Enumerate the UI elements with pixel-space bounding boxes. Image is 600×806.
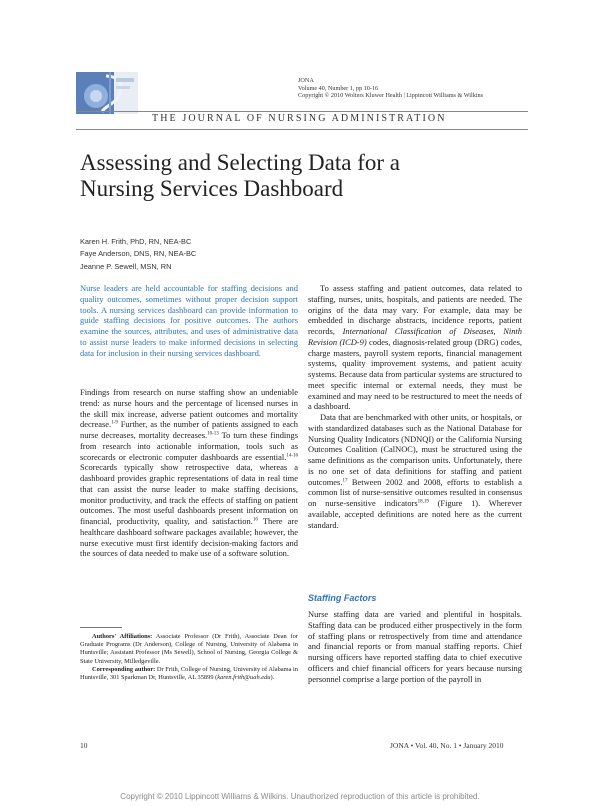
publication-meta <box>298 77 483 100</box>
journal-title: THE JOURNAL OF NURSING ADMINISTRATION <box>152 113 447 124</box>
sources-text-a: To assess staffing and patient outcomes, data related to staffing, nurses, units, hospitals, and patients are needed. The origins of the data may vary. For example, data may be embedded in discharge abstracts, incidence reports, patient records, <box>308 283 522 336</box>
author-list <box>80 236 196 273</box>
copyright-notice: Copyright © 2010 Lippincott Williams & Wilkins. Unauthorized reproduction of this article is prohibited. <box>120 792 480 801</box>
footnotes <box>80 633 298 682</box>
page-number: 10 <box>80 741 88 750</box>
citation-sup: 18,19 <box>417 499 429 505</box>
author-email: karen.frith@uah.edu <box>217 674 271 682</box>
affiliations-text: Associate Professor (Dr Frith), Associate Dean for Graduate Programs (Dr Anderson), College of Nursing, University of Alabama in Huntsville; Assistant Professor (Ms Sewell), School of Nursing, Georgia College & State University, Milledgeville. <box>80 633 298 665</box>
affiliations-footnote <box>80 633 298 666</box>
right-column-body <box>308 283 522 530</box>
staffing-paragraph: Nurse staffing data are varied and plentiful in hospitals. Staffing data can be produced either prospectively in the form of staffing plans or retrospectively from time and attendance and financial reports or from manual staffing reports. Chief nursing officers have reported staffing data to chief executive officers and chief financial officers for years because nursing personnel comprise a large portion of the payroll in <box>308 609 522 684</box>
abstract-text: Nurse leaders are held accountable for staffing decisions and quality outcomes, sometimes without proper decision support tools. A nursing services dashboard can provide information to guide staffing decisions for positive outcomes. The authors examine the sources, attributes, and uses of administrative data to assist nurse leaders to make informed decisions in selecting data for inclusion in their nursing services dashboard. <box>80 283 298 358</box>
left-column-body <box>80 387 298 559</box>
affiliations-label: Authors' Affiliations: <box>92 633 153 640</box>
article-title <box>80 150 400 202</box>
data-sources-paragraph <box>308 283 522 412</box>
journal-abbrev: JONA <box>298 77 314 84</box>
corresponding-end: ). <box>270 674 275 682</box>
volume-line: Volume 40, Number 1, pp 10-16 <box>298 84 379 92</box>
author-2: Faye Anderson, DNS, RN, NEA-BC <box>80 249 197 259</box>
citation-sup: 10-13 <box>207 431 219 437</box>
abstract <box>80 283 298 358</box>
intro-text-b: Further, as the number of patients assigned to each nurse decreases, mortality decreases. <box>80 419 298 440</box>
footer-journal-ref: JONA • Vol. 40, No. 1 • January 2010 <box>390 741 504 750</box>
footnote-rule <box>80 627 122 628</box>
citation-sup: 16 <box>252 517 258 523</box>
intro-text-c: To turn these findings from research into actionable information, tools such as scorecards or electronic computer dashboards are essential. <box>80 430 298 462</box>
benchmark-paragraph <box>308 412 522 530</box>
benchmark-text-a: Data that are benchmarked with other units, or hospitals, or with standardized databases such as the National Database for Nursing Quality Indicators (NDNQI) or the California Nursing Outcomes Coalition (CalNOC), must be structured using the same definitions as the comparison units. Unfortunately, there is no one set of data definitions for staffing and patient outcomes. <box>308 412 522 487</box>
citation-sup: 14-16 <box>286 453 298 458</box>
author-1: Karen H. Frith, PhD, RN, NEA-BC <box>80 237 192 246</box>
corresponding-text: Dr Frith, College of Nursing, University of Alabama in Huntsville, 301 Sparkman Dr, Huntsville, AL 35899 ( <box>80 665 299 682</box>
corresponding-label: Corresponding author: <box>92 665 156 673</box>
author-3: Jeanne P. Sewell, MSN, RN <box>80 261 172 271</box>
intro-text-d: Scorecards typically show retrospective data, whereas a dashboard provides graphic representations of data in real time that can assist the nurse leader to make staffing decisions, monitor productivity, and track the effects of staffing on patient outcomes. The most useful dashboards present information on financial, productivity, quality, and satisfaction. <box>80 462 298 526</box>
benchmark-text-b: Between 2002 and 2008, efforts to establish a common list of nurse-sensitive outcomes resulted in consensus on nurse-sensitive indicators <box>308 476 522 508</box>
citation-sup: 17 <box>342 478 348 483</box>
title-line-1: Assessing and Selecting Data for a <box>80 150 401 175</box>
icd-reference: International Classification of Diseases, Ninth Revision (ICD-9) <box>308 326 522 347</box>
benchmark-text-c: (Figure 1). Wherever available, accepted definitions are noted here as the current standard. <box>308 498 522 530</box>
intro-text-e: There are healthcare dashboard software packages available; however, the nurse executive must first identify decision-making factors and the sources of data needed to make use of a software solution. <box>80 516 298 559</box>
jona-logo-icon <box>76 72 138 114</box>
sources-text-b: codes, diagnosis-related group (DRG) codes, charge masters, payroll system reports, financial management systems, quality improvement systems, and patient acuity systems. Because data from particular systems are structured to meet specific internal or external needs, they must be examined and may need to be restructured to meet the needs of a dashboard. <box>308 336 523 412</box>
citation-sup: 1-9 <box>111 420 118 426</box>
intro-paragraph <box>80 387 298 559</box>
title-line-2: Nursing Services Dashboard <box>80 176 344 201</box>
corresponding-footnote <box>80 666 298 682</box>
section-heading-staffing: Staffing Factors <box>308 593 377 603</box>
staffing-factors-body <box>308 609 522 684</box>
copyright-line: Copyright © 2010 Wolters Kluwer Health | Lippincott Williams & Wilkins <box>298 92 484 100</box>
intro-text-a: Findings from research on nurse staffing show an undeniable trend: as nurse hours and the percentage of licensed nurses in the skill mix increase, adverse patient outcomes and mortality decrease. <box>80 387 298 430</box>
